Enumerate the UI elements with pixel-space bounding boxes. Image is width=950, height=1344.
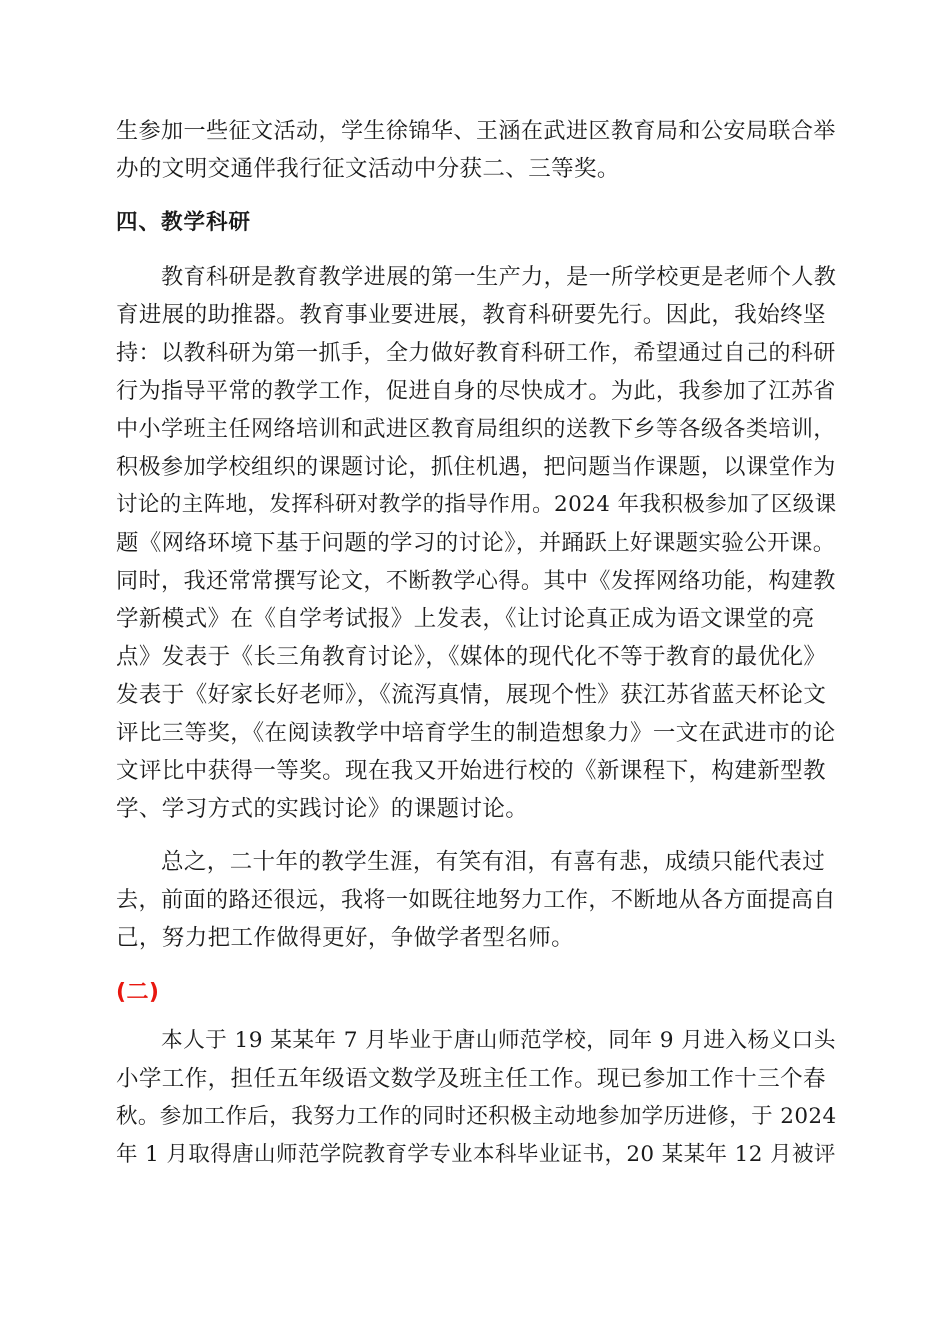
summary-line-1: 总之，二十年的教学生涯，有笑有泪，有喜有悲，成绩只能代表过 <box>161 849 826 875</box>
research-line-5: 中小学班主任网络培训和武进区教育局组织的送教下乡等各级各类培训， <box>116 416 836 442</box>
part-two-line-3: 秋。参加工作后，我努力工作的同时还积极主动地参加学历进修，于 2024 <box>116 1104 837 1129</box>
intro-line-1: 生参加一些征文活动，学生徐锦华、王涵在武进区教育局和公安局联合举 <box>116 118 836 144</box>
intro-line-2: 办的文明交通伴我行征文活动中分获二、三等奖。 <box>116 156 620 182</box>
research-line-15: 学、学习方式的实践讨论》的课题讨论。 <box>116 796 529 822</box>
research-line-2: 育进展的助推器。教育事业要进展，教育科研要先行。因此，我始终坚 <box>116 302 826 328</box>
research-line-7: 讨论的主阵地，发挥科研对教学的指导作用。2024 年我积极参加了区级课 <box>116 492 837 517</box>
section-heading: 四、教学科研 <box>116 210 252 235</box>
part-two-line-1: 本人于 19 某某年 7 月毕业于唐山师范学校，同年 9 月进入杨义口头 <box>161 1028 836 1053</box>
research-line-9: 同时，我还常常撰写论文，不断教学心得。其中《发挥网络功能，构建教 <box>116 568 836 594</box>
part-two-line-2: 小学工作，担任五年级语文数学及班主任工作。现已参加工作十三个春 <box>116 1066 826 1092</box>
research-line-1: 教育科研是教育教学进展的第一生产力，是一所学校更是老师个人教 <box>161 264 837 290</box>
summary-line-2: 去，前面的路还很远，我将一如既往地努力工作，不断地从各方面提高自 <box>116 887 836 913</box>
part-two-heading: (二) <box>116 980 160 1005</box>
part-two-line-4: 年 1 月取得唐山师范学院教育学专业本科毕业证书，20 某某年 12 月被评 <box>116 1142 836 1167</box>
research-line-14: 文评比中获得一等奖。现在我又开始进行校的《新课程下，构建新型教 <box>116 758 826 784</box>
research-line-13: 评比三等奖，《在阅读教学中培育学生的制造想象力》一文在武进市的论 <box>116 720 836 746</box>
research-line-10: 学新模式》在《自学考试报》上发表，《让讨论真正成为语文课堂的亮 <box>116 606 815 632</box>
research-line-3: 持：以教科研为第一抓手，全力做好教育科研工作，希望通过自己的科研 <box>116 340 836 366</box>
research-line-4: 行为指导平常的教学工作，促进自身的尽快成才。为此，我参加了江苏省 <box>116 378 836 404</box>
research-line-12: 发表于《好家长好老师》，《流泻真情，展现个性》获江苏省蓝天杯论文 <box>116 682 827 708</box>
research-line-11: 点》发表于《长三角教育讨论》，《媒体的现代化不等于教育的最优化》 <box>116 644 827 670</box>
research-line-6: 积极参加学校组织的课题讨论，抓住机遇，把问题当作课题，以课堂作为 <box>116 454 836 480</box>
summary-line-3: 己，努力把工作做得更好，争做学者型名师。 <box>116 925 575 951</box>
research-line-8: 题《网络环境下基于问题的学习的讨论》，并踊跃上好课题实验公开课。 <box>116 530 836 556</box>
